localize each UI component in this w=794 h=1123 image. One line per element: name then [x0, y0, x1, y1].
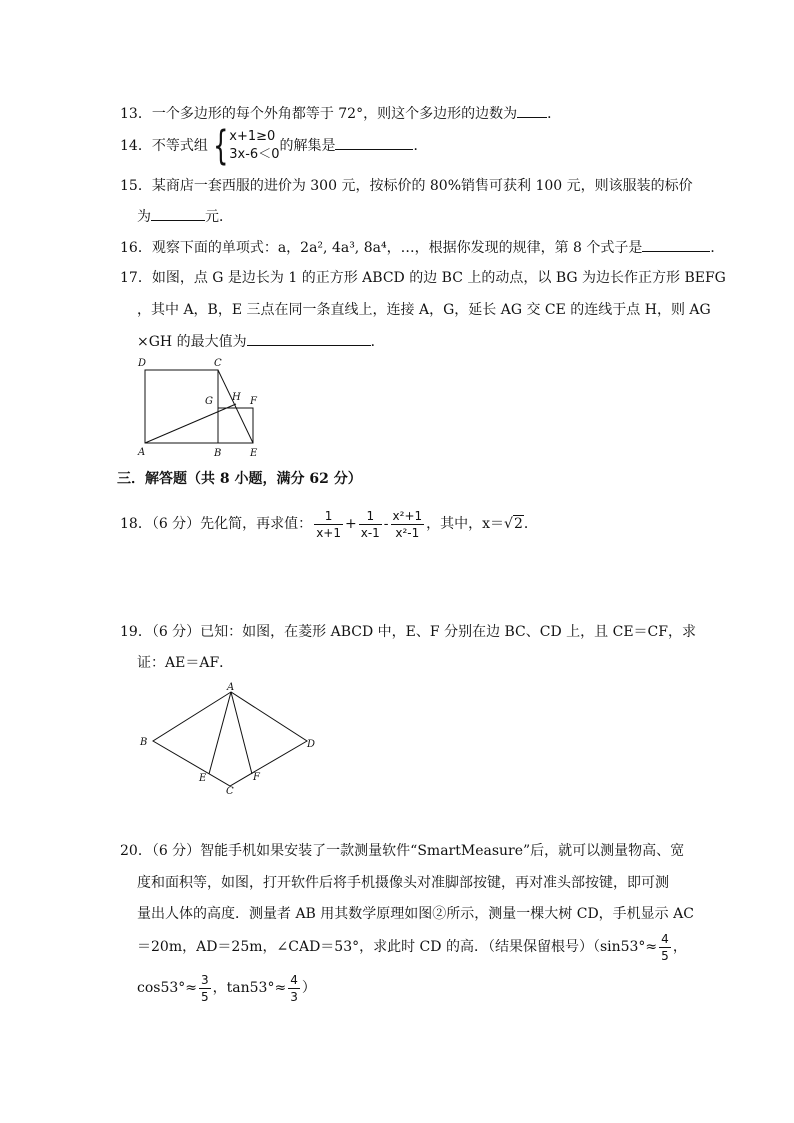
- label-B: B: [214, 448, 222, 459]
- label-B: B: [140, 737, 148, 748]
- question-15-cont: [137, 206, 233, 227]
- question-18: [120, 506, 538, 542]
- q16-number: 16．: [120, 240, 152, 256]
- label-F: F: [250, 396, 257, 407]
- q16-answer-blank: [642, 237, 710, 252]
- q20-number: 20．: [120, 843, 152, 859]
- q13-number: 13．: [120, 106, 152, 122]
- q17-line2: ，其中 A，B，E 三点在同一条直线上，连接 A，G，延长 AG 交 CE 的连线于点 H，则 AG: [137, 302, 711, 318]
- cos-label: cos53°≈: [137, 980, 197, 996]
- question-20-line-2: [137, 873, 669, 893]
- q18-pre: （6 分）先化简，再求值：: [151, 516, 313, 532]
- rhombus-abcd: [153, 692, 307, 786]
- q15-cont-post: 元．: [205, 209, 233, 225]
- q18-number: 18．: [120, 516, 152, 532]
- label-C: C: [214, 358, 222, 369]
- question-20-line-3: [137, 904, 694, 924]
- q15-answer-blank: [151, 206, 205, 221]
- label-D: D: [307, 739, 316, 750]
- tan-numerator: 4: [290, 972, 298, 987]
- line-ah: [145, 404, 236, 443]
- f3-denominator: x²-1: [395, 525, 420, 540]
- q20-line3: 量出人体的高度．测量者 AB 用其数学原理如图②所示，测量一棵大树 CD，手机显示 AC: [137, 906, 694, 922]
- question-20-line-1: [120, 841, 684, 861]
- q13-answer-blank: [517, 103, 547, 118]
- q20-line4-end: ，: [672, 939, 687, 955]
- q17-line3: ×GH 的最大值为: [137, 334, 247, 350]
- tan-label: ，tan53°≈: [212, 980, 287, 996]
- question-17-line-1: [120, 268, 726, 288]
- f1-denominator: x+1: [316, 525, 341, 540]
- cos-numerator: 3: [201, 972, 209, 987]
- label-E: E: [199, 773, 207, 784]
- label-H: H: [232, 392, 241, 403]
- question-13: [120, 103, 561, 124]
- f1-numerator: 1: [314, 508, 343, 525]
- line-ce: [218, 370, 253, 443]
- label-C: C: [226, 786, 234, 797]
- question-19-line-1: [120, 622, 696, 642]
- q20-end: ）: [301, 980, 316, 996]
- inequality-2: 3x-6＜0: [229, 147, 280, 162]
- q16-text: 观察下面的单项式：a，2a², 4a³, 8a⁴，…，根据你发现的规律，第 8 个式子是: [151, 240, 643, 256]
- brace-icon: {: [212, 123, 229, 169]
- f3-numerator: x²+1: [392, 508, 423, 523]
- q16-end: ．: [710, 240, 725, 256]
- q17-answer-blank: [247, 331, 371, 346]
- q20-line2: 度和面积等，如图，打开软件后将手机摄像头对准脚部按键，再对准头部按键，即可测: [137, 875, 669, 891]
- cos-fraction: [199, 972, 211, 1005]
- question-19-line-2: [137, 653, 233, 673]
- q13-end: ．: [547, 106, 562, 122]
- q14-end: ．: [413, 138, 428, 154]
- q17-line1: 如图，点 G 是边长为 1 的正方形 ABCD 的边 BC 上的动点，以 BG 为边长作正方形 BEFG: [151, 270, 726, 286]
- sqrt-icon: √: [504, 516, 513, 532]
- question-15: [120, 176, 693, 196]
- sin-numerator: 4: [661, 931, 669, 946]
- q17-end: ．: [370, 334, 385, 350]
- cos-denominator: 5: [201, 989, 209, 1004]
- question-17-line-3: [137, 331, 385, 352]
- q19-number: 19．: [120, 624, 152, 640]
- q14-pre: 不等式组: [151, 138, 208, 154]
- q18-post: ，其中，x＝: [426, 516, 505, 532]
- q13-text: 一个多边形的每个外角都等于 72°，则这个多边形的边数为: [151, 106, 518, 122]
- tan-denominator: 3: [290, 989, 298, 1004]
- sin-denominator: 5: [661, 948, 669, 963]
- q20-line1: （6 分）智能手机如果安装了一款测量软件“SmartMeasure”后，就可以测量物高、宽: [151, 843, 685, 859]
- section-3-title: 三．解答题（共 8 小题，满分 62 分）: [117, 471, 362, 487]
- q20-line4: ＝20m，AD＝25m，∠CAD＝53°，求此时 CD 的高．（结果保留根号）（sin53°≈: [137, 939, 658, 955]
- q19-line1: （6 分）已知：如图，在菱形 ABCD 中，E、F 分别在边 BC、CD 上，且 CE＝CF，求: [151, 624, 696, 640]
- fraction-3: [391, 508, 425, 541]
- fraction-1: [314, 508, 343, 541]
- q17-number: 17．: [120, 270, 152, 286]
- radicand: 2: [513, 516, 523, 532]
- q15-text: 某商店一套西服的进价为 300 元，按标价的 80%销售可获利 100 元，则该服装的标价: [151, 178, 693, 194]
- q14-post: 的解集是: [279, 138, 336, 154]
- q14-number: 14．: [120, 138, 152, 154]
- plus-sign: +: [344, 516, 357, 532]
- question-16: [120, 237, 724, 258]
- f2-denominator: x-1: [360, 525, 380, 540]
- line-af: [231, 692, 252, 774]
- question-17-line-2: [137, 300, 711, 320]
- sqrt-expression: [504, 506, 524, 542]
- label-F: F: [253, 772, 260, 783]
- q15-number: 15．: [120, 178, 152, 194]
- square-befg: [218, 408, 253, 443]
- inequality-1: x+1≥0: [229, 129, 276, 144]
- label-A: A: [227, 682, 235, 693]
- label-A: A: [138, 447, 146, 458]
- q19-figure: [135, 682, 325, 797]
- tan-fraction: [288, 972, 300, 1005]
- label-D: D: [138, 358, 147, 369]
- q14-answer-blank: [335, 135, 413, 150]
- inequality-system: [229, 128, 279, 164]
- q17-figure: [130, 352, 270, 462]
- fraction-2: [359, 508, 382, 541]
- label-E: E: [250, 448, 258, 459]
- question-14: [120, 123, 428, 169]
- q18-end: ．: [523, 516, 538, 532]
- minus-sign: -: [383, 516, 389, 532]
- question-20-line-5: [137, 970, 316, 1006]
- q15-cont-pre: 为: [137, 209, 151, 225]
- label-G: G: [205, 396, 213, 407]
- f2-numerator: 1: [359, 508, 382, 525]
- q19-line2: 证：AE＝AF．: [137, 655, 234, 671]
- sin-fraction: [659, 931, 671, 964]
- question-20-line-4: [137, 929, 687, 965]
